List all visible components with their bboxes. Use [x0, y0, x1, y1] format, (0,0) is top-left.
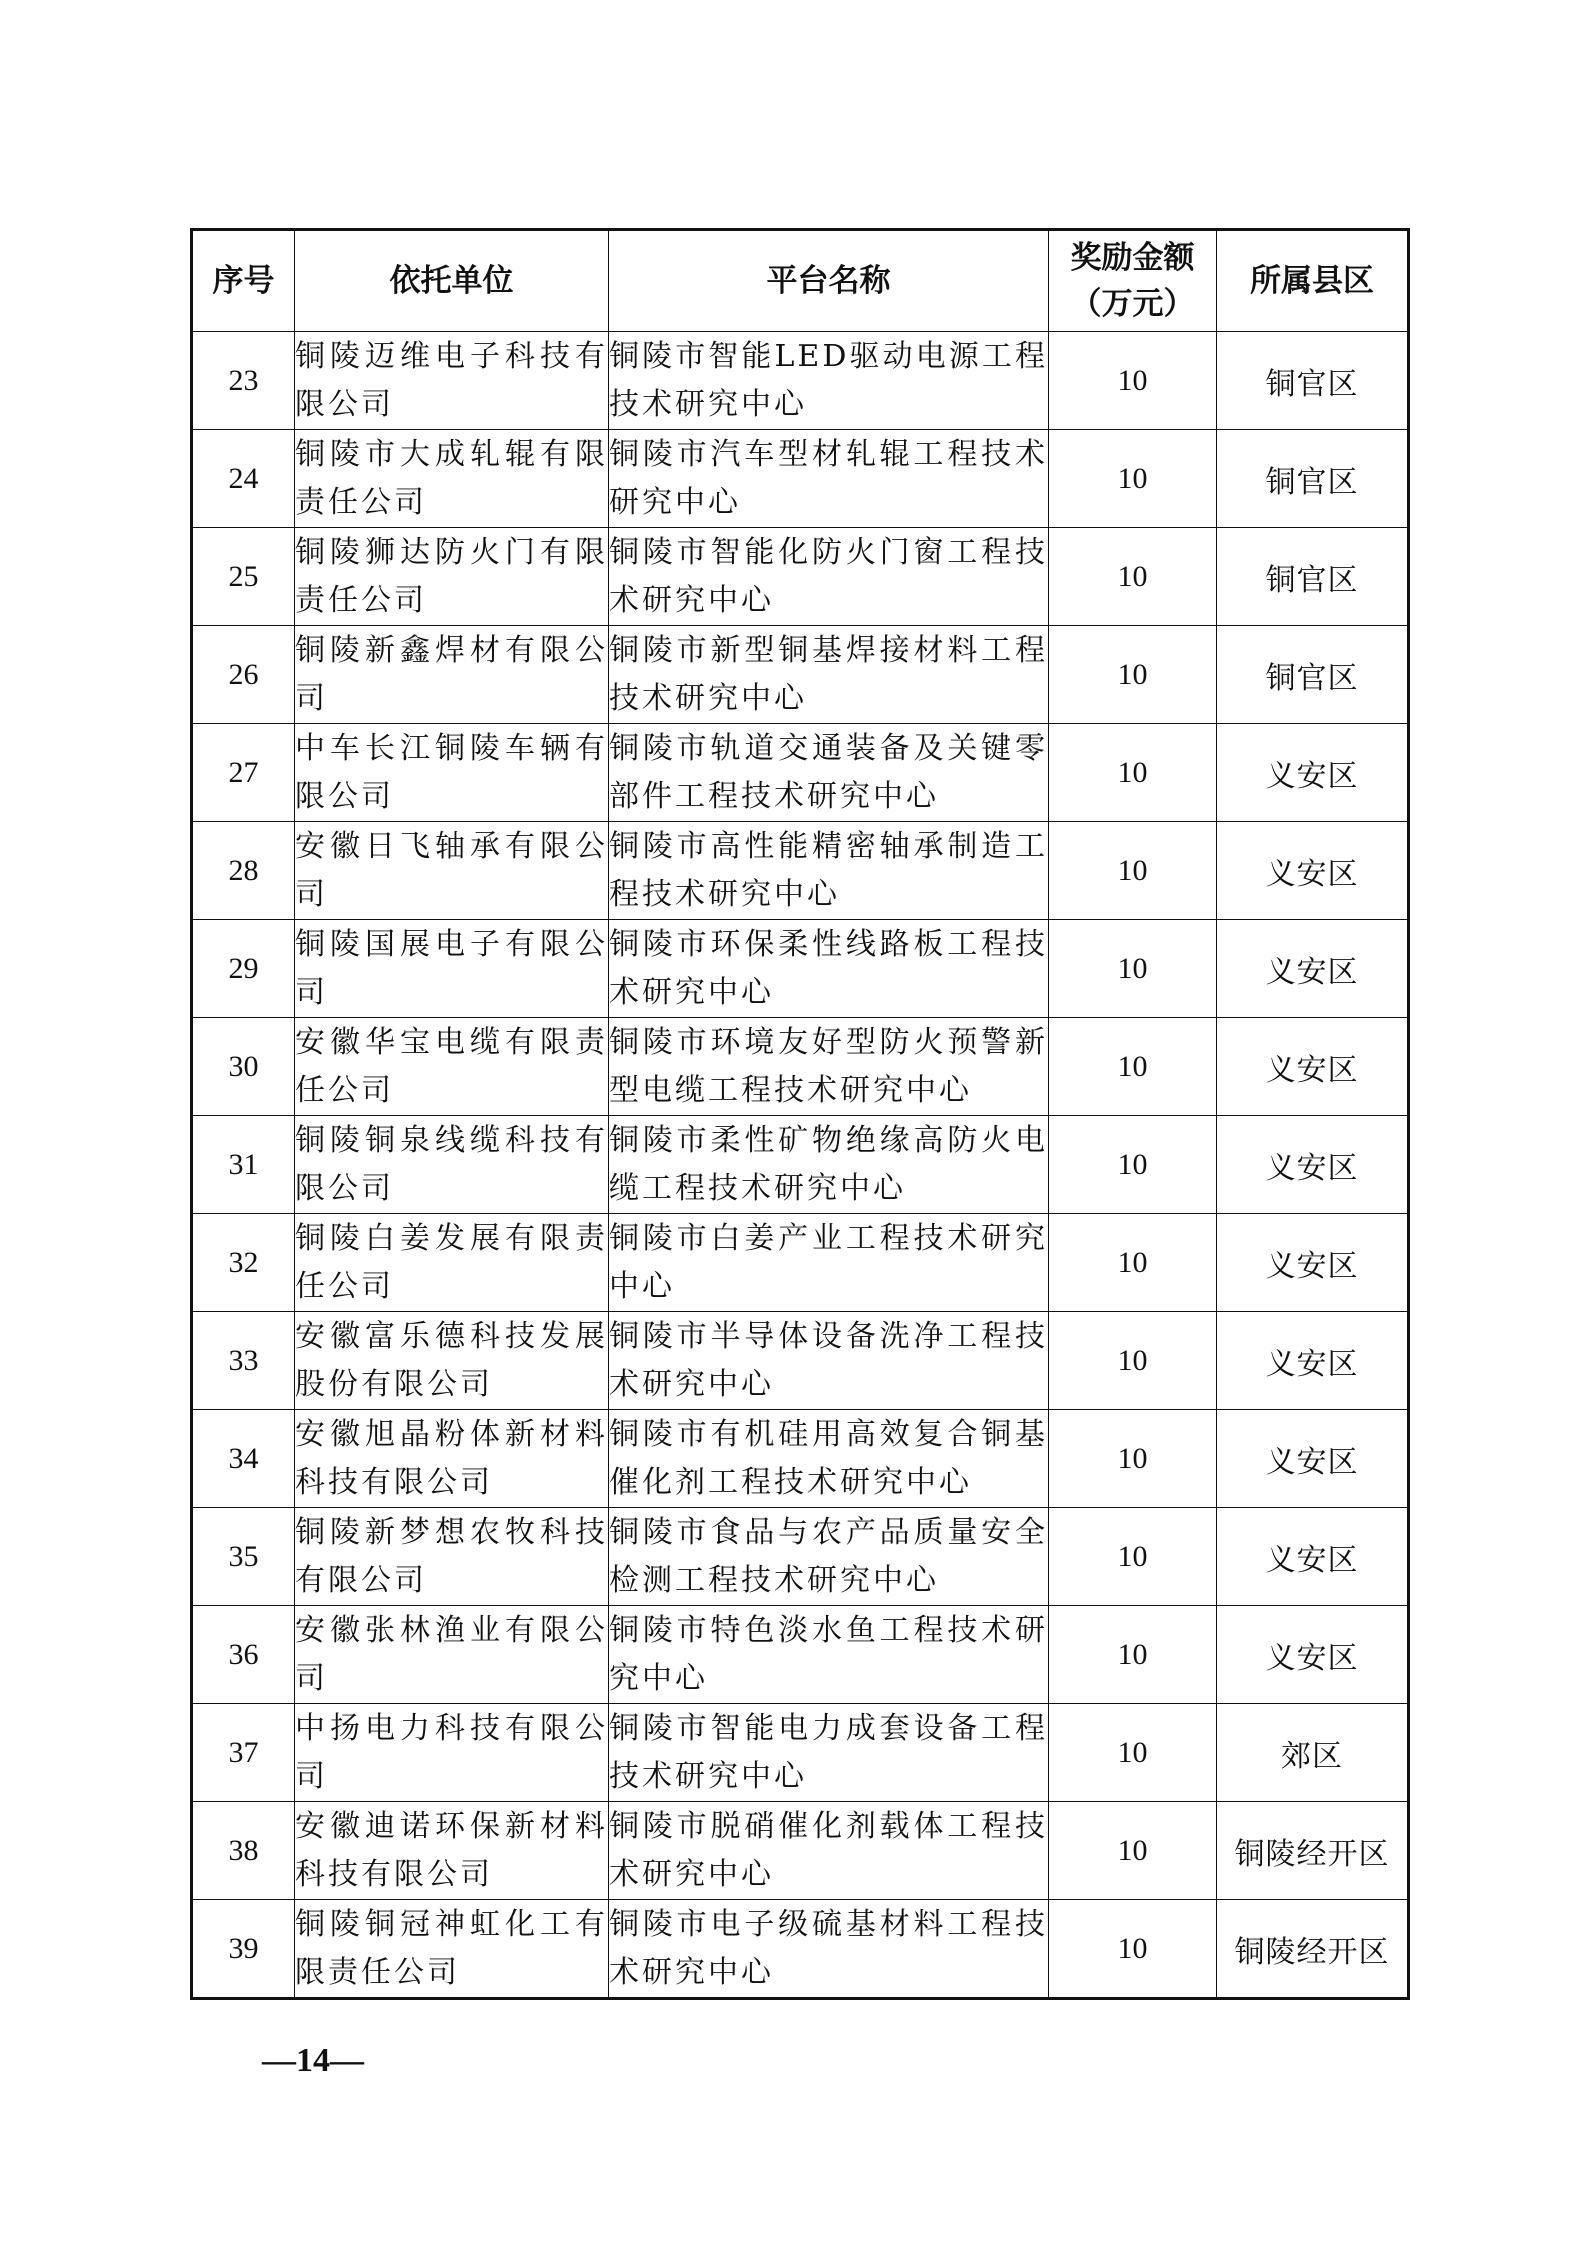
cell-district: 铜官区 — [1217, 430, 1409, 528]
table-row — [192, 1508, 1409, 1606]
cell-unit: 中扬电力科技有限公司 — [295, 1704, 609, 1802]
cell-unit: 安徽旭晶粉体新材料科技有限公司 — [295, 1410, 609, 1508]
cell-platform: 铜陵市智能LED驱动电源工程技术研究中心 — [609, 332, 1049, 430]
header-amount-line1: 奖励金额 — [1070, 240, 1195, 276]
cell-amount: 10 — [1049, 1214, 1217, 1312]
table-row — [192, 1704, 1409, 1802]
cell-no: 34 — [192, 1410, 295, 1508]
cell-unit: 安徽张林渔业有限公司 — [295, 1606, 609, 1704]
cell-platform: 铜陵市高性能精密轴承制造工程技术研究中心 — [609, 822, 1049, 920]
cell-no: 33 — [192, 1312, 295, 1410]
cell-platform: 铜陵市有机硅用高效复合铜基催化剂工程技术研究中心 — [609, 1410, 1049, 1508]
cell-district: 铜官区 — [1217, 626, 1409, 724]
cell-no: 26 — [192, 626, 295, 724]
cell-amount: 10 — [1049, 1704, 1217, 1802]
cell-platform: 铜陵市新型铜基焊接材料工程技术研究中心 — [609, 626, 1049, 724]
cell-unit: 安徽日飞轴承有限公司 — [295, 822, 609, 920]
cell-no: 31 — [192, 1116, 295, 1214]
cell-district: 义安区 — [1217, 1214, 1409, 1312]
cell-platform: 铜陵市半导体设备洗净工程技术研究中心 — [609, 1312, 1049, 1410]
cell-unit: 铜陵新鑫焊材有限公司 — [295, 626, 609, 724]
cell-unit: 安徽富乐德科技发展股份有限公司 — [295, 1312, 609, 1410]
cell-no: 38 — [192, 1802, 295, 1900]
cell-amount: 10 — [1049, 822, 1217, 920]
cell-amount: 10 — [1049, 528, 1217, 626]
cell-unit: 安徽迪诺环保新材料科技有限公司 — [295, 1802, 609, 1900]
award-table — [190, 228, 1410, 2000]
cell-unit: 铜陵迈维电子科技有限公司 — [295, 332, 609, 430]
cell-amount: 10 — [1049, 1802, 1217, 1900]
cell-amount: 10 — [1049, 1900, 1217, 1999]
cell-district: 义安区 — [1217, 1508, 1409, 1606]
table-header-row — [192, 230, 1409, 332]
table-row — [192, 332, 1409, 430]
header-platform: 平台名称 — [609, 230, 1049, 332]
cell-platform: 铜陵市轨道交通装备及关键零部件工程技术研究中心 — [609, 724, 1049, 822]
table-row — [192, 1802, 1409, 1900]
table-row — [192, 1018, 1409, 1116]
cell-district: 义安区 — [1217, 1606, 1409, 1704]
cell-platform: 铜陵市食品与农产品质量安全检测工程技术研究中心 — [609, 1508, 1049, 1606]
cell-unit: 铜陵白姜发展有限责任公司 — [295, 1214, 609, 1312]
cell-amount: 10 — [1049, 332, 1217, 430]
cell-amount: 10 — [1049, 430, 1217, 528]
cell-district: 铜陵经开区 — [1217, 1900, 1409, 1999]
cell-district: 义安区 — [1217, 1312, 1409, 1410]
cell-district: 义安区 — [1217, 1410, 1409, 1508]
cell-platform: 铜陵市白姜产业工程技术研究中心 — [609, 1214, 1049, 1312]
cell-district: 义安区 — [1217, 724, 1409, 822]
cell-amount: 10 — [1049, 920, 1217, 1018]
cell-unit: 铜陵铜冠神虹化工有限责任公司 — [295, 1900, 609, 1999]
cell-no: 28 — [192, 822, 295, 920]
table-row — [192, 1900, 1409, 1999]
cell-platform: 铜陵市汽车型材轧辊工程技术研究中心 — [609, 430, 1049, 528]
table-row — [192, 920, 1409, 1018]
cell-amount: 10 — [1049, 1018, 1217, 1116]
table-row — [192, 724, 1409, 822]
table-row — [192, 626, 1409, 724]
cell-no: 27 — [192, 724, 295, 822]
cell-district: 义安区 — [1217, 822, 1409, 920]
cell-no: 29 — [192, 920, 295, 1018]
cell-district: 义安区 — [1217, 920, 1409, 1018]
table-row — [192, 1116, 1409, 1214]
table-row — [192, 1606, 1409, 1704]
table-row — [192, 1312, 1409, 1410]
cell-platform: 铜陵市特色淡水鱼工程技术研究中心 — [609, 1606, 1049, 1704]
table-row — [192, 528, 1409, 626]
cell-platform: 铜陵市电子级硫基材料工程技术研究中心 — [609, 1900, 1049, 1999]
cell-amount: 10 — [1049, 1410, 1217, 1508]
header-amount-line2: （万元） — [1070, 286, 1195, 322]
table-row — [192, 1410, 1409, 1508]
cell-platform: 铜陵市脱硝催化剂载体工程技术研究中心 — [609, 1802, 1049, 1900]
table-row — [192, 1214, 1409, 1312]
cell-district: 铜官区 — [1217, 332, 1409, 430]
cell-district: 铜官区 — [1217, 528, 1409, 626]
cell-district: 铜陵经开区 — [1217, 1802, 1409, 1900]
header-no: 序号 — [192, 230, 295, 332]
cell-unit: 铜陵新梦想农牧科技有限公司 — [295, 1508, 609, 1606]
cell-amount: 10 — [1049, 1116, 1217, 1214]
cell-amount: 10 — [1049, 626, 1217, 724]
cell-district: 义安区 — [1217, 1116, 1409, 1214]
cell-unit: 中车长江铜陵车辆有限公司 — [295, 724, 609, 822]
cell-platform: 铜陵市环境友好型防火预警新型电缆工程技术研究中心 — [609, 1018, 1049, 1116]
cell-unit: 铜陵国展电子有限公司 — [295, 920, 609, 1018]
cell-no: 30 — [192, 1018, 295, 1116]
cell-no: 24 — [192, 430, 295, 528]
cell-unit: 铜陵狮达防火门有限责任公司 — [295, 528, 609, 626]
header-district: 所属县区 — [1217, 230, 1409, 332]
table-body — [192, 332, 1409, 1999]
cell-unit: 安徽华宝电缆有限责任公司 — [295, 1018, 609, 1116]
cell-unit: 铜陵市大成轧辊有限责任公司 — [295, 430, 609, 528]
cell-unit: 铜陵铜泉线缆科技有限公司 — [295, 1116, 609, 1214]
cell-platform: 铜陵市智能电力成套设备工程技术研究中心 — [609, 1704, 1049, 1802]
cell-amount: 10 — [1049, 1508, 1217, 1606]
cell-district: 义安区 — [1217, 1018, 1409, 1116]
page-number: —14— — [262, 2042, 364, 2079]
header-amount — [1049, 230, 1217, 332]
cell-district: 郊区 — [1217, 1704, 1409, 1802]
cell-no: 35 — [192, 1508, 295, 1606]
header-unit: 依托单位 — [295, 230, 609, 332]
cell-no: 39 — [192, 1900, 295, 1999]
cell-platform: 铜陵市智能化防火门窗工程技术研究中心 — [609, 528, 1049, 626]
cell-no: 36 — [192, 1606, 295, 1704]
table-row — [192, 430, 1409, 528]
cell-amount: 10 — [1049, 1312, 1217, 1410]
cell-no: 23 — [192, 332, 295, 430]
cell-no: 37 — [192, 1704, 295, 1802]
table-row — [192, 822, 1409, 920]
cell-no: 25 — [192, 528, 295, 626]
cell-platform: 铜陵市柔性矿物绝缘高防火电缆工程技术研究中心 — [609, 1116, 1049, 1214]
cell-amount: 10 — [1049, 724, 1217, 822]
cell-platform: 铜陵市环保柔性线路板工程技术研究中心 — [609, 920, 1049, 1018]
cell-no: 32 — [192, 1214, 295, 1312]
cell-amount: 10 — [1049, 1606, 1217, 1704]
